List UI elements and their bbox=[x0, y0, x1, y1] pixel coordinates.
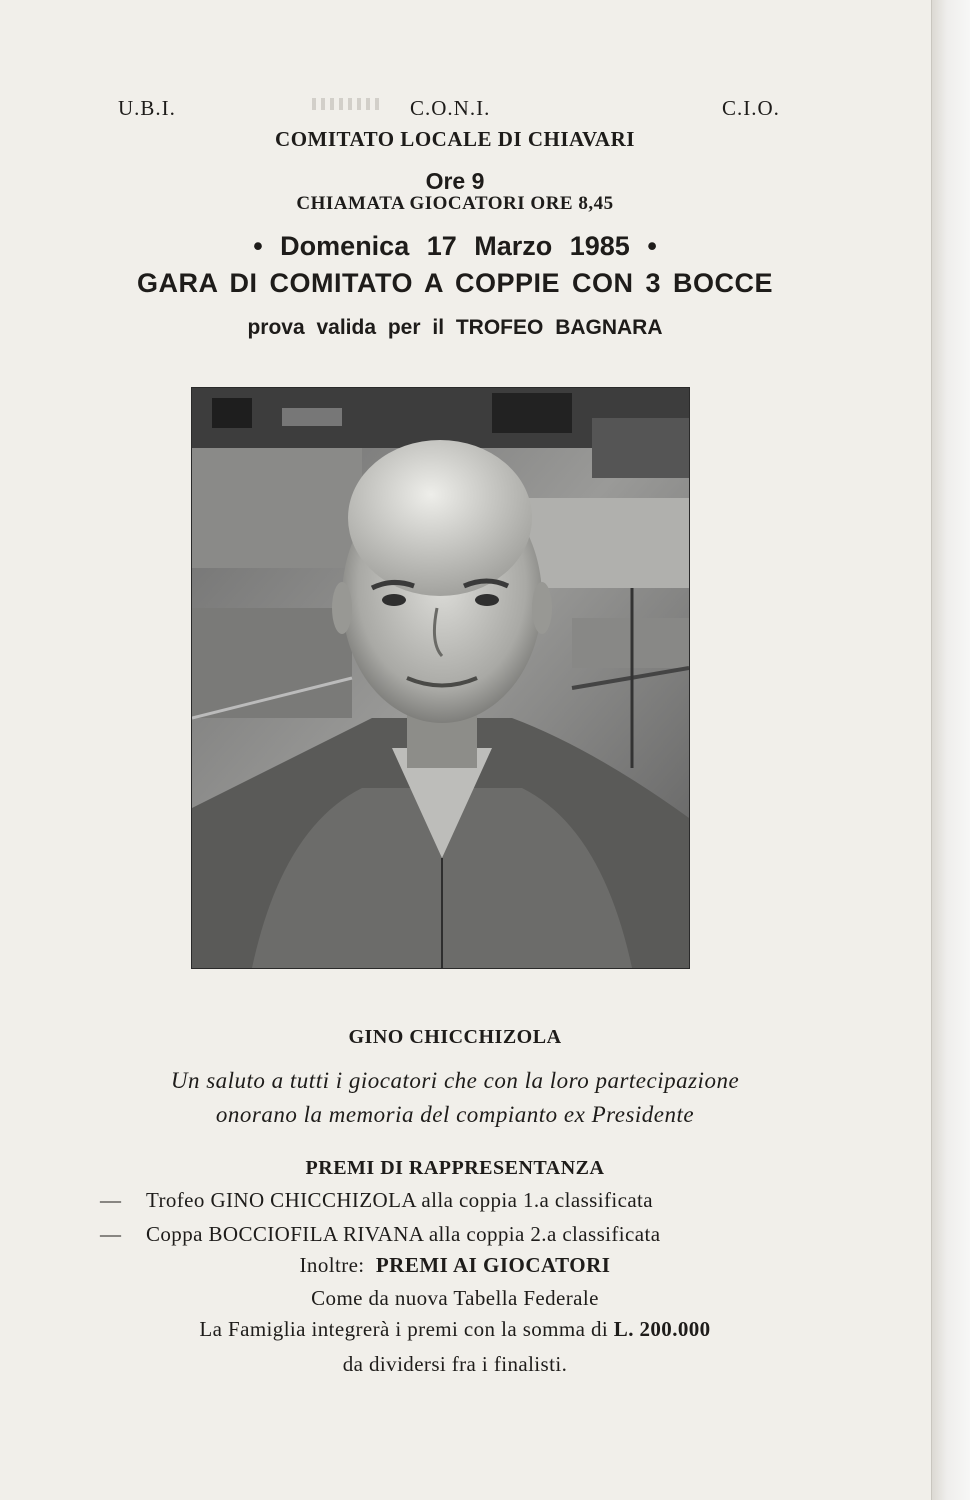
honoree-name: GINO CHICCHIZOLA bbox=[348, 1026, 562, 1048]
prize-item-text: Coppa BOCCIOFILA RIVANA alla coppia 2.a classificata bbox=[146, 1222, 661, 1246]
split-note: da dividersi fra i finalisti. bbox=[342, 1352, 568, 1376]
event-title: GARA DI COMITATO A COPPIE CON 3 BOCCE bbox=[136, 268, 774, 298]
trophy-line: prova valida per il TROFEO BAGNARA bbox=[247, 316, 663, 339]
table-note: Come da nuova Tabella Federale bbox=[311, 1286, 599, 1310]
player-call-time: CHIAMATA GIOCATORI ORE 8,45 bbox=[296, 193, 614, 214]
print-smudge bbox=[312, 98, 382, 110]
org-cio: C.I.O. bbox=[722, 96, 780, 120]
org-ubi: U.B.I. bbox=[118, 96, 176, 120]
dash-bullet: — bbox=[100, 1222, 122, 1246]
event-date: • Domenica 17 Marzo 1985 • bbox=[253, 231, 657, 261]
portrait-illustration bbox=[192, 388, 689, 968]
prize-item-text: Trofeo GINO CHICCHIZOLA alla coppia 1.a classificata bbox=[146, 1188, 653, 1212]
extra-prizes bbox=[0, 1253, 910, 1278]
dash-bullet: — bbox=[100, 1188, 122, 1212]
org-coni: C.O.N.I. bbox=[410, 96, 491, 120]
extra-bold: PREMI AI GIOCATORI bbox=[375, 1253, 611, 1277]
extra-prefix: Inoltre: bbox=[299, 1253, 365, 1277]
committee-title: COMITATO LOCALE DI CHIAVARI bbox=[275, 127, 635, 151]
portrait-photo bbox=[191, 387, 690, 969]
prize-item-2 bbox=[100, 1222, 660, 1247]
greeting-line-2: onorano la memoria del compianto ex Presidente bbox=[215, 1102, 695, 1127]
family-amount: L. 200.000 bbox=[613, 1317, 711, 1341]
prizes-title: PREMI DI RAPPRESENTANZA bbox=[305, 1157, 605, 1179]
family-text: La Famiglia integrerà i premi con la somma di bbox=[199, 1317, 609, 1341]
prize-item-1 bbox=[100, 1188, 653, 1213]
family-note bbox=[0, 1317, 910, 1342]
page-edge bbox=[931, 0, 970, 1500]
start-time: Ore 9 bbox=[425, 168, 485, 194]
greeting-line-1: Un saluto a tutti i giocatori che con la loro partecipazione bbox=[170, 1068, 740, 1093]
